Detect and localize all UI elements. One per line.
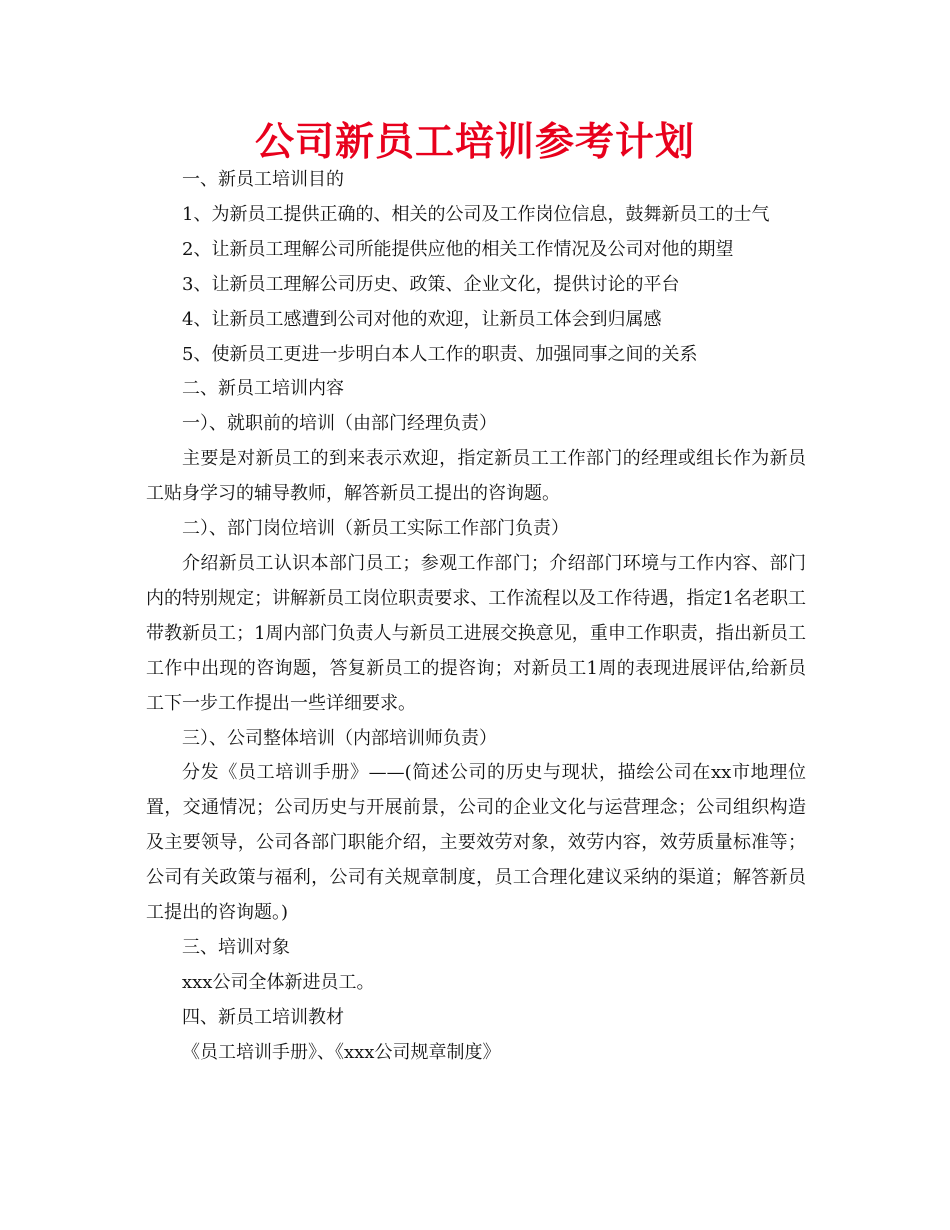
paragraph-materials: 《员工培训手册》、《xxx公司规章制度》	[182, 1041, 501, 1063]
section-heading-materials: 四、新员工培训教材	[182, 1006, 344, 1028]
paragraph-department: 介绍新员工认识本部门员工；参观工作部门；介绍部门环境与工作内容、部门内的特别规定；讲解新员工岗位职责要求、工作流程以及工作待遇，指定1名老职工带教新员工；1周内部门负责人与新员工进展交换意见，重申工作职责，指出新员工工作中出现的咨询题，答复新员工的提咨询；对新员工1周的表现进展评估,给新员工下一步工作提出一些详细要求。	[146, 552, 806, 714]
subsection-heading-pre-job: 一）、就职前的培训（由部门经理负责）	[182, 413, 497, 435]
document-title: 公司新员工培训参考计划	[254, 120, 695, 165]
document-body	[146, 163, 806, 1071]
paragraph-audience: xxx公司全体新进员工。	[182, 971, 375, 993]
purpose-item-3: 3、让新员工理解公司历史、政策、企业文化，提供讨论的平台	[182, 273, 680, 295]
section-heading-content: 二、新员工培训内容	[182, 378, 344, 400]
purpose-item-5: 5、使新员工更进一步明白本人工作的职责、加强同事之间的关系	[182, 343, 698, 365]
subsection-heading-department: 二）、部门岗位培训（新员工实际工作部门负责）	[182, 518, 569, 540]
purpose-item-4: 4、让新员工感遭到公司对他的欢迎，让新员工体会到归属感	[182, 308, 662, 330]
section-heading-audience: 三、培训对象	[182, 936, 290, 958]
paragraph-company: 分发《员工培训手册》——(简述公司的历史与现状，描绘公司在xx市地理位置，交通情况；公司历史与开展前景，公司的企业文化与运营理念；公司组织构造及主要领导，公司各部门职能介绍，主要效劳对象，效劳内容，效劳质量标准等；公司有关政策与福利，公司有关规章制度，员工合理化建议采纳的渠道；解答新员工提出的咨询题。)	[146, 762, 806, 924]
purpose-item-2: 2、让新员工理解公司所能提供应他的相关工作情况及公司对他的期望	[182, 238, 734, 260]
paragraph-pre-job: 主要是对新员工的到来表示欢迎，指定新员工工作部门的经理或组长作为新员工贴身学习的辅导教师，解答新员工提出的咨询题。	[146, 448, 806, 505]
subsection-heading-company: 三）、公司整体培训（内部培训师负责）	[182, 727, 497, 749]
section-heading-purpose: 一、新员工培训目的	[182, 169, 344, 190]
purpose-item-1: 1、为新员工提供正确的、相关的公司及工作岗位信息，鼓舞新员工的士气	[182, 203, 770, 225]
